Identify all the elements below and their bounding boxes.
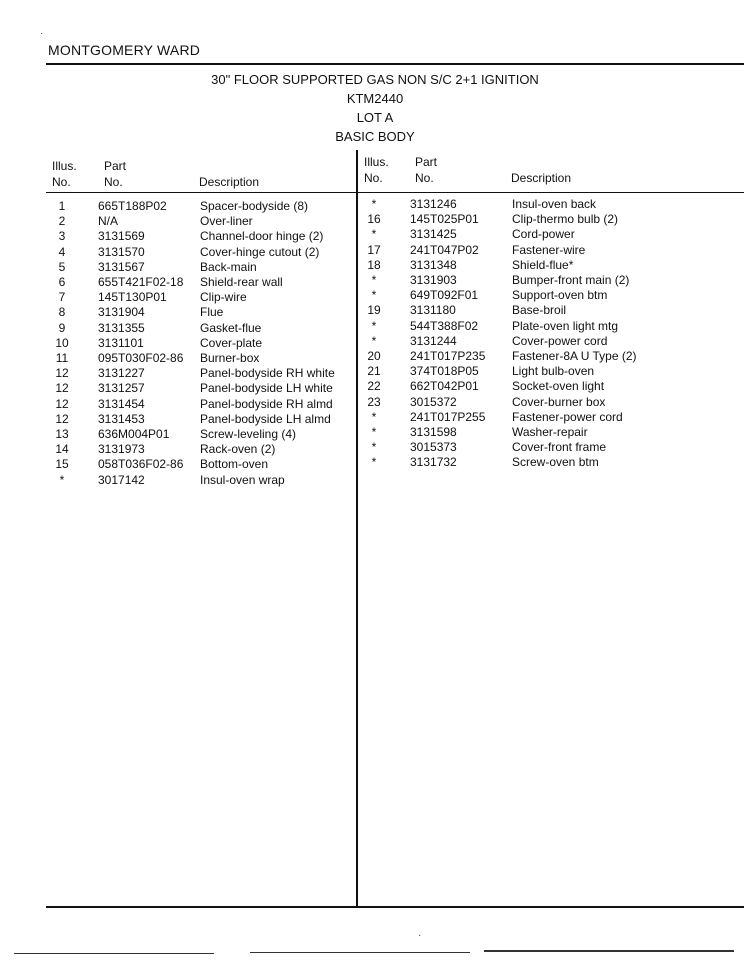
illus-number: 12	[55, 411, 69, 426]
part-number: 241T017P235	[410, 349, 486, 363]
part-number: 145T025P01	[410, 212, 479, 227]
part-description: Insul-oven wrap	[200, 472, 285, 487]
illus-number: 8	[58, 305, 66, 320]
illus-number: *	[371, 227, 377, 242]
title-line-4: BASIC BODY	[335, 129, 415, 144]
part-number: N/A	[98, 214, 119, 229]
part-description: Panel-bodyside RH almd	[200, 396, 333, 411]
part-description: Channel-door hinge (2)	[200, 229, 324, 244]
part-number: 3131570	[98, 244, 145, 259]
part-description: Spacer-bodyside (8)	[200, 199, 309, 213]
part-number: 3015372	[410, 394, 457, 409]
left-illus-header	[52, 158, 77, 190]
part-description: Socket-oven light	[512, 379, 605, 394]
part-description: Plate-oven light mtg	[512, 318, 619, 333]
illus-number: 12	[55, 396, 69, 411]
illus-header-line2: No.	[364, 171, 383, 185]
footer-scan-line-left	[14, 953, 214, 954]
part-number: 3131244	[410, 333, 457, 348]
illus-number: 12	[55, 381, 69, 396]
title-line-2: KTM2440	[346, 91, 404, 106]
right-illus-header	[364, 154, 389, 186]
illus-number: *	[371, 273, 377, 287]
part-number: 662T042P01	[410, 379, 479, 394]
part-number: 3131246	[410, 197, 457, 211]
part-description: Over-liner	[200, 214, 253, 229]
illus-number: 20	[367, 349, 381, 363]
right-part-header	[415, 154, 437, 186]
part-description: Back-main	[200, 259, 257, 274]
part-description: Panel-bodyside LH almd	[200, 411, 331, 426]
document-title-block	[0, 70, 750, 146]
part-number: 3131257	[98, 381, 145, 396]
illus-number: 3	[58, 229, 66, 244]
part-description: Fastener-power cord	[512, 409, 623, 424]
part-number: 145T130P01	[98, 290, 167, 305]
part-number: 3131904	[98, 305, 145, 320]
part-description: Clip-thermo bulb (2)	[512, 212, 619, 227]
header-rule	[46, 192, 744, 193]
illus-number: 17	[367, 242, 381, 257]
part-header-line2: No.	[104, 175, 123, 189]
part-number: 058T036F02-86	[98, 457, 184, 472]
part-description: Screw-oven btm	[512, 455, 599, 470]
illus-header-line1: Illus.	[52, 159, 77, 173]
part-number: 3131101	[98, 335, 144, 350]
part-number: 3017142	[98, 472, 145, 487]
part-description: Screw-leveling (4)	[200, 427, 297, 441]
part-number: 3131425	[410, 227, 457, 242]
illus-number: *	[371, 318, 377, 333]
illus-number: 9	[58, 320, 66, 335]
scan-speck: ·	[40, 28, 44, 39]
part-number: 3131227	[98, 366, 145, 381]
part-description: Base-broil	[512, 303, 567, 318]
part-number: 665T188P02	[98, 199, 167, 213]
illus-number: 6	[58, 275, 66, 289]
part-header-line1: Part	[104, 159, 127, 173]
part-description: Shield-flue*	[512, 257, 574, 272]
illus-number: *	[371, 333, 377, 348]
part-description: Cover-front frame	[512, 440, 607, 455]
part-description: Shield-rear wall	[200, 275, 283, 289]
illus-number: *	[371, 440, 377, 455]
part-header-line1: Part	[415, 155, 438, 169]
illus-number: 22	[367, 379, 381, 394]
illus-number: 7	[58, 290, 66, 305]
illus-number: 18	[367, 257, 381, 272]
part-description: Burner-box	[200, 351, 260, 365]
illus-number: *	[59, 472, 65, 487]
footer-scan-line-middle	[250, 952, 470, 953]
illus-number: 14	[55, 442, 69, 457]
illus-number: 1	[58, 199, 66, 213]
part-number: 636M004P01	[98, 427, 170, 441]
part-description: Rack-oven (2)	[200, 442, 276, 457]
illus-number: 23	[367, 394, 381, 409]
part-number: 3131454	[98, 396, 145, 411]
part-description: Gasket-flue	[200, 320, 262, 335]
part-description: Cover-plate	[200, 335, 263, 350]
part-description: Clip-wire	[200, 290, 247, 305]
part-description: Cover-burner box	[512, 394, 606, 409]
illus-number: 13	[55, 427, 69, 441]
illus-number: 15	[55, 457, 69, 472]
illus-number: 5	[58, 259, 66, 274]
illus-header-line1: Illus.	[364, 155, 389, 169]
part-description: Fastener-wire	[512, 242, 586, 257]
part-number: 3131598	[410, 425, 457, 439]
illus-number: *	[371, 425, 377, 439]
part-description: Bottom-oven	[200, 457, 269, 472]
scan-speck: ·	[418, 930, 422, 941]
title-line-3: LOT A	[356, 110, 394, 125]
illus-header-line2: No.	[52, 175, 71, 189]
part-number: 3131567	[98, 259, 145, 274]
brand-name: MONTGOMERY WARD	[48, 42, 201, 58]
part-number: 3131348	[410, 257, 457, 272]
part-description: Flue	[200, 305, 224, 320]
illus-number: *	[371, 288, 377, 303]
illus-number: *	[371, 197, 377, 211]
part-number: 241T017P255	[410, 409, 486, 424]
part-number: 3015373	[410, 440, 457, 455]
part-number: 655T421F02-18	[98, 275, 184, 289]
top-rule	[46, 63, 744, 65]
left-part-header	[104, 158, 126, 190]
part-description: Cord-power	[512, 227, 575, 242]
bottom-rule	[46, 906, 744, 908]
illus-number: 16	[367, 212, 381, 227]
part-description: Light bulb-oven	[512, 364, 595, 379]
part-number: 649T092F01	[410, 288, 479, 303]
part-number: 3131973	[98, 442, 145, 457]
left-description-header: Description	[199, 175, 260, 189]
part-number: 3131569	[98, 229, 145, 244]
right-description-header: Description	[511, 171, 572, 185]
part-number: 3131355	[98, 320, 145, 335]
part-number: 544T388F02	[410, 318, 479, 333]
part-description: Panel-bodyside LH white	[200, 381, 333, 396]
title-line-1: 30" FLOOR SUPPORTED GAS NON S/C 2+1 IGNITION	[211, 72, 539, 87]
illus-number: 2	[58, 214, 66, 229]
part-description: Insul-oven back	[512, 197, 597, 211]
part-number: 241T047P02	[410, 242, 479, 257]
illus-number: 11	[55, 351, 69, 365]
illus-number: 10	[55, 335, 69, 350]
part-number: 3131732	[410, 455, 457, 470]
part-number: 374T018P05	[410, 364, 479, 379]
part-description: Fastener-8A U Type (2)	[512, 349, 637, 363]
part-number: 095T030F02-86	[98, 351, 184, 365]
part-description: Washer-repair	[512, 425, 588, 439]
part-number: 3131180	[410, 303, 456, 318]
part-description: Cover-hinge cutout (2)	[200, 244, 320, 259]
footer-scan-line-right	[484, 950, 734, 952]
illus-number: *	[371, 455, 377, 470]
part-description: Panel-bodyside RH white	[200, 366, 335, 381]
part-description: Cover-power cord	[512, 333, 608, 348]
part-description: Bumper-front main (2)	[512, 273, 630, 287]
part-header-line2: No.	[415, 171, 434, 185]
part-number: 3131903	[410, 273, 457, 287]
illus-number: 19	[367, 303, 381, 318]
illus-number: *	[371, 409, 377, 424]
part-number: 3131453	[98, 411, 145, 426]
column-divider	[356, 150, 358, 906]
part-description: Support-oven btm	[512, 288, 608, 303]
illus-number: 12	[55, 366, 69, 381]
illus-number: 4	[58, 244, 66, 259]
illus-number: 21	[367, 364, 381, 379]
